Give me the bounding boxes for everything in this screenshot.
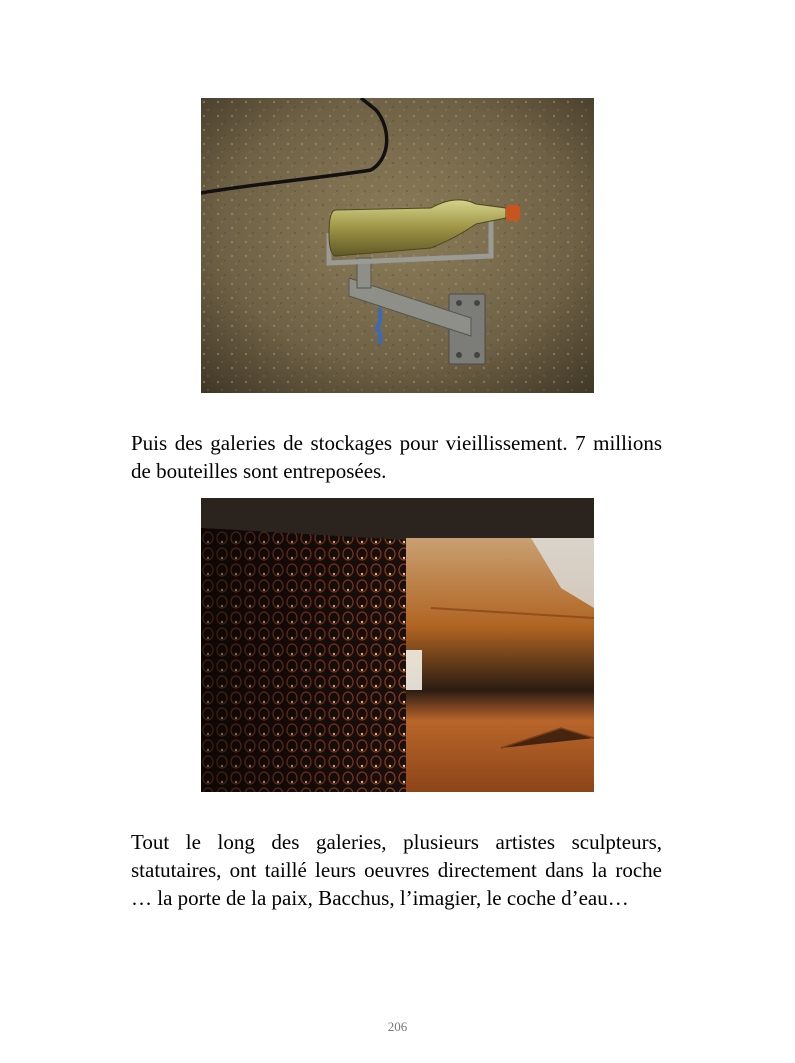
bottle-photo-illustration xyxy=(201,98,594,393)
photo-bottle-wall-bracket xyxy=(201,98,594,393)
photo-bottle-racks-gallery xyxy=(201,498,594,792)
paragraph-sculptors: Tout le long des galeries, plusieurs artistes sculpteurs, statutaires, ont taillé leurs oeuvres directement dans la roche … la porte de la paix, Bacchus, l’imagier, le coche d’eau… xyxy=(131,830,662,910)
gallery-photo-illustration xyxy=(201,498,594,792)
page-number: 206 xyxy=(387,1019,408,1034)
paragraph-galleries-storage: Puis des galeries de stockages pour vieillissement. 7 millions de bouteilles sont entreposées. xyxy=(131,431,662,483)
